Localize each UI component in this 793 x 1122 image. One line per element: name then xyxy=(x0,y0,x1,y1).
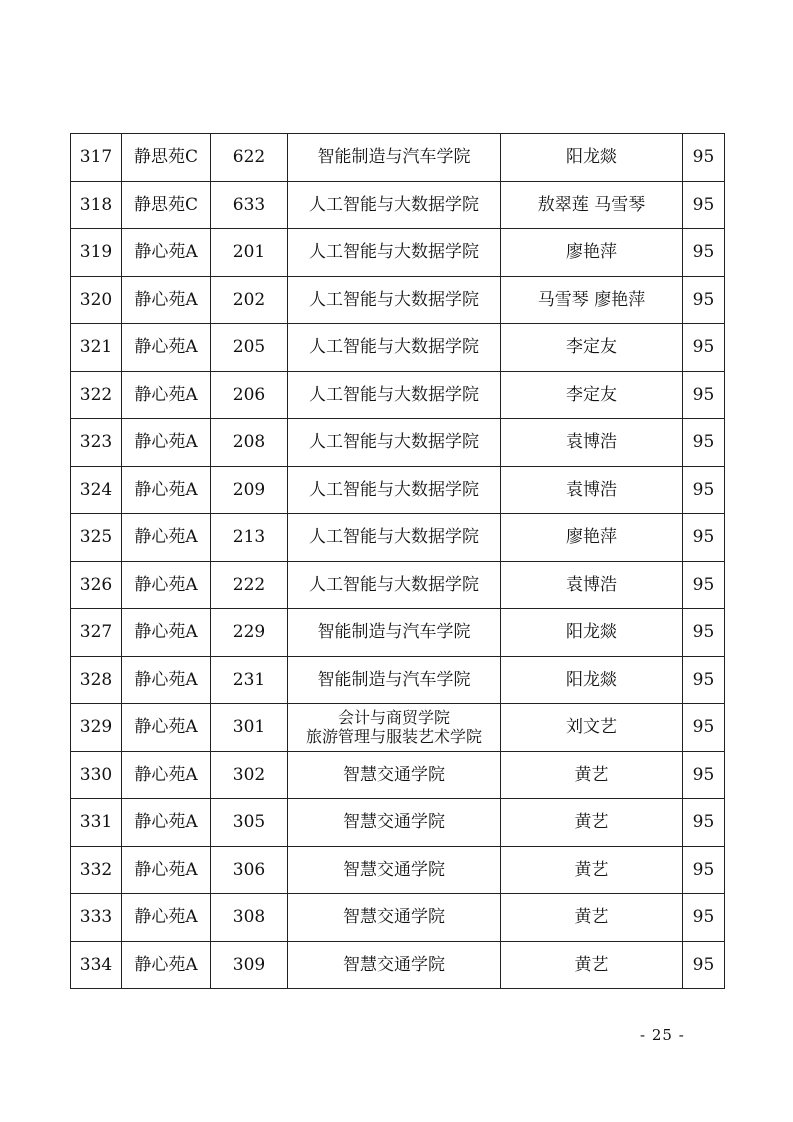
table-row xyxy=(71,371,725,419)
cell-building: 静心苑A xyxy=(122,371,211,419)
cell-score: 95 xyxy=(683,324,725,372)
cell-score: 95 xyxy=(683,799,725,847)
cell-serial-number: 331 xyxy=(71,799,122,847)
cell-serial-number: 325 xyxy=(71,514,122,562)
cell-score: 95 xyxy=(683,419,725,467)
dormitory-score-table xyxy=(70,133,725,989)
cell-building: 静心苑A xyxy=(122,941,211,989)
cell-score: 95 xyxy=(683,514,725,562)
cell-building: 静心苑A xyxy=(122,324,211,372)
cell-counselor: 黄艺 xyxy=(501,799,683,847)
cell-college xyxy=(288,466,501,514)
cell-counselor: 马雪琴 廖艳萍 xyxy=(501,276,683,324)
college-name: 智慧交通学院 xyxy=(343,812,445,833)
table-row xyxy=(71,134,725,182)
cell-building: 静心苑A xyxy=(122,894,211,942)
cell-serial-number: 318 xyxy=(71,181,122,229)
cell-room-number: 205 xyxy=(211,324,288,372)
cell-serial-number: 332 xyxy=(71,846,122,894)
cell-building: 静心苑A xyxy=(122,799,211,847)
cell-score: 95 xyxy=(683,656,725,704)
table-row xyxy=(71,799,725,847)
cell-counselor: 黄艺 xyxy=(501,751,683,799)
college-name: 人工智能与大数据学院 xyxy=(309,574,479,595)
college-name: 人工智能与大数据学院 xyxy=(309,194,479,215)
cell-counselor: 李定友 xyxy=(501,324,683,372)
cell-college xyxy=(288,514,501,562)
table-row xyxy=(71,609,725,657)
college-name: 人工智能与大数据学院 xyxy=(309,289,479,310)
cell-room-number: 201 xyxy=(211,229,288,277)
cell-score: 95 xyxy=(683,181,725,229)
cell-serial-number: 328 xyxy=(71,656,122,704)
cell-counselor: 袁博浩 xyxy=(501,561,683,609)
cell-counselor: 黄艺 xyxy=(501,846,683,894)
college-name: 会计与商贸学院 xyxy=(337,708,450,728)
college-name: 智能制造与汽车学院 xyxy=(317,622,471,643)
cell-building: 静心苑A xyxy=(122,656,211,704)
cell-counselor: 敖翠莲 马雪琴 xyxy=(501,181,683,229)
cell-serial-number: 330 xyxy=(71,751,122,799)
table-row xyxy=(71,561,725,609)
cell-college xyxy=(288,656,501,704)
cell-building: 静心苑A xyxy=(122,751,211,799)
table-row xyxy=(71,941,725,989)
cell-score: 95 xyxy=(683,704,725,752)
cell-room-number: 305 xyxy=(211,799,288,847)
cell-counselor: 阳龙燚 xyxy=(501,134,683,182)
cell-college xyxy=(288,704,501,752)
cell-serial-number: 317 xyxy=(71,134,122,182)
cell-serial-number: 322 xyxy=(71,371,122,419)
cell-serial-number: 323 xyxy=(71,419,122,467)
cell-building: 静心苑A xyxy=(122,229,211,277)
cell-score: 95 xyxy=(683,751,725,799)
cell-room-number: 306 xyxy=(211,846,288,894)
table-row xyxy=(71,466,725,514)
college-name: 人工智能与大数据学院 xyxy=(309,527,479,548)
cell-room-number: 208 xyxy=(211,419,288,467)
cell-room-number: 309 xyxy=(211,941,288,989)
cell-counselor: 李定友 xyxy=(501,371,683,419)
table-row xyxy=(71,704,725,752)
table-row xyxy=(71,419,725,467)
cell-room-number: 633 xyxy=(211,181,288,229)
table-row xyxy=(71,894,725,942)
cell-building: 静心苑A xyxy=(122,466,211,514)
cell-room-number: 222 xyxy=(211,561,288,609)
cell-building: 静思苑C xyxy=(122,181,211,229)
cell-room-number: 206 xyxy=(211,371,288,419)
college-name: 智慧交通学院 xyxy=(343,764,445,785)
table-row xyxy=(71,846,725,894)
cell-building: 静思苑C xyxy=(122,134,211,182)
cell-college xyxy=(288,894,501,942)
cell-room-number: 231 xyxy=(211,656,288,704)
cell-serial-number: 324 xyxy=(71,466,122,514)
college-name: 人工智能与大数据学院 xyxy=(309,242,479,263)
cell-counselor: 黄艺 xyxy=(501,894,683,942)
college-name: 智慧交通学院 xyxy=(343,954,445,975)
cell-college xyxy=(288,276,501,324)
cell-score: 95 xyxy=(683,561,725,609)
cell-room-number: 301 xyxy=(211,704,288,752)
cell-building: 静心苑A xyxy=(122,609,211,657)
cell-score: 95 xyxy=(683,894,725,942)
table-row xyxy=(71,514,725,562)
cell-score: 95 xyxy=(683,229,725,277)
college-name: 人工智能与大数据学院 xyxy=(309,384,479,405)
table-row xyxy=(71,751,725,799)
table-row xyxy=(71,276,725,324)
cell-college xyxy=(288,419,501,467)
cell-counselor: 袁博浩 xyxy=(501,466,683,514)
cell-room-number: 229 xyxy=(211,609,288,657)
cell-room-number: 213 xyxy=(211,514,288,562)
cell-score: 95 xyxy=(683,466,725,514)
cell-building: 静心苑A xyxy=(122,561,211,609)
cell-score: 95 xyxy=(683,371,725,419)
cell-serial-number: 334 xyxy=(71,941,122,989)
college-name: 智慧交通学院 xyxy=(343,859,445,880)
cell-college xyxy=(288,751,501,799)
cell-room-number: 209 xyxy=(211,466,288,514)
cell-building: 静心苑A xyxy=(122,419,211,467)
cell-college xyxy=(288,229,501,277)
cell-room-number: 202 xyxy=(211,276,288,324)
table-body xyxy=(71,134,725,989)
cell-building: 静心苑A xyxy=(122,276,211,324)
cell-room-number: 622 xyxy=(211,134,288,182)
college-name: 人工智能与大数据学院 xyxy=(309,479,479,500)
cell-counselor: 阳龙燚 xyxy=(501,656,683,704)
cell-building: 静心苑A xyxy=(122,846,211,894)
cell-serial-number: 321 xyxy=(71,324,122,372)
cell-serial-number: 320 xyxy=(71,276,122,324)
cell-college xyxy=(288,799,501,847)
college-name: 智能制造与汽车学院 xyxy=(317,669,471,690)
cell-room-number: 308 xyxy=(211,894,288,942)
table-row xyxy=(71,324,725,372)
cell-serial-number: 326 xyxy=(71,561,122,609)
page-number: - 25 - xyxy=(640,1026,685,1044)
cell-counselor: 廖艳萍 xyxy=(501,514,683,562)
cell-building: 静心苑A xyxy=(122,704,211,752)
college-name: 旅游管理与服装艺术学院 xyxy=(305,727,482,747)
cell-college xyxy=(288,846,501,894)
cell-building: 静心苑A xyxy=(122,514,211,562)
cell-room-number: 302 xyxy=(211,751,288,799)
cell-serial-number: 327 xyxy=(71,609,122,657)
cell-college xyxy=(288,371,501,419)
cell-score: 95 xyxy=(683,846,725,894)
table-row xyxy=(71,656,725,704)
cell-serial-number: 333 xyxy=(71,894,122,942)
cell-college xyxy=(288,941,501,989)
cell-serial-number: 329 xyxy=(71,704,122,752)
college-name: 智能制造与汽车学院 xyxy=(317,147,471,168)
college-name: 人工智能与大数据学院 xyxy=(309,432,479,453)
table-row xyxy=(71,181,725,229)
college-name: 人工智能与大数据学院 xyxy=(309,337,479,358)
cell-counselor: 廖艳萍 xyxy=(501,229,683,277)
cell-counselor: 黄艺 xyxy=(501,941,683,989)
cell-score: 95 xyxy=(683,276,725,324)
cell-score: 95 xyxy=(683,134,725,182)
cell-serial-number: 319 xyxy=(71,229,122,277)
cell-college xyxy=(288,134,501,182)
cell-college xyxy=(288,181,501,229)
cell-college xyxy=(288,609,501,657)
cell-counselor: 刘文艺 xyxy=(501,704,683,752)
cell-score: 95 xyxy=(683,941,725,989)
cell-counselor: 阳龙燚 xyxy=(501,609,683,657)
cell-college xyxy=(288,561,501,609)
cell-score: 95 xyxy=(683,609,725,657)
cell-counselor: 袁博浩 xyxy=(501,419,683,467)
cell-college xyxy=(288,324,501,372)
table-row xyxy=(71,229,725,277)
college-name: 智慧交通学院 xyxy=(343,907,445,928)
